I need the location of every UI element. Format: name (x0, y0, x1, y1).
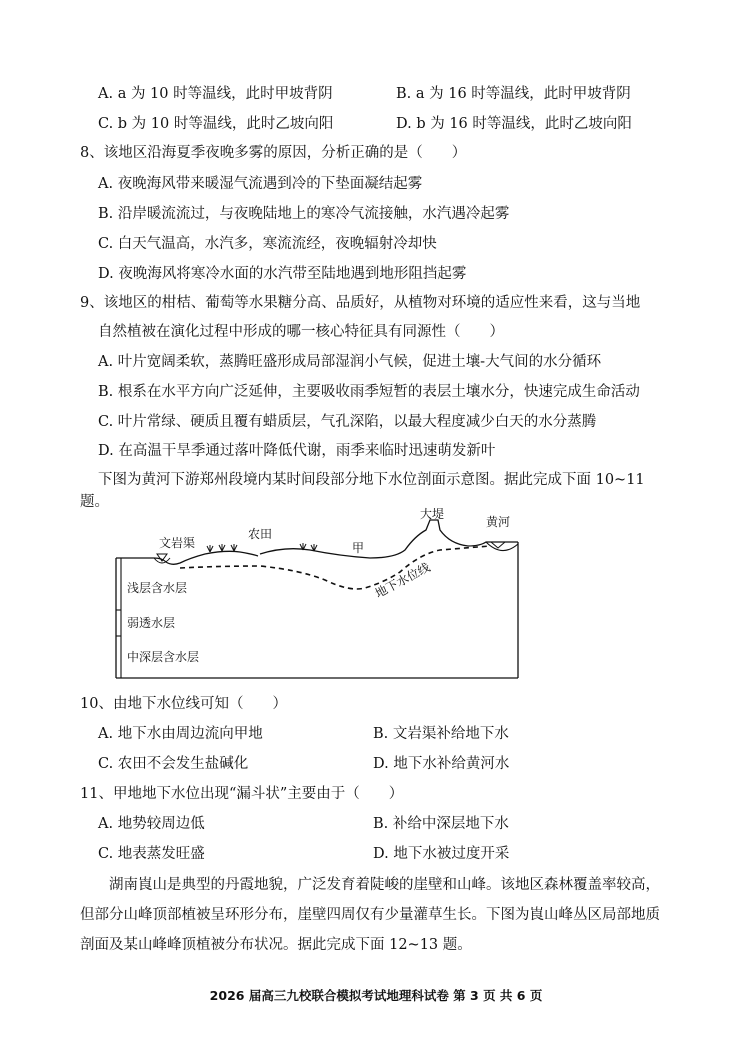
q11-option-b: B. 补给中深层地下水 (373, 816, 509, 832)
q10-option-d: D. 地下水补给黄河水 (373, 756, 510, 772)
ground-surface-right (260, 520, 518, 558)
q9-stem-line1: 9、该地区的柑桔、葡萄等水果糖分高、品质好，从植物对环境的适应性来看，这与当地 (80, 295, 641, 311)
dike-label: 大堤 (420, 507, 445, 521)
q7-option-a: A. a 为 10 时等温线，此时甲坡背阴 (98, 86, 333, 102)
q7-option-c: C. b 为 10 时等温线，此时乙坡向阳 (98, 116, 334, 132)
q10-stem: 10、由地下水位线可知（ ） (80, 696, 287, 712)
q8-option-d: D. 夜晚海风将寒冷水面的水汽带至陆地遇到地形阻挡起雾 (98, 266, 467, 282)
river-channel (486, 542, 518, 551)
q10-option-a: A. 地下水由周边流向甲地 (98, 726, 263, 742)
q7-option-b: B. a 为 16 时等温线，此时甲坡背阴 (396, 86, 631, 102)
river-label: 黄河 (486, 515, 511, 529)
water-table-line (180, 546, 490, 589)
intro-10-11-line2: 题。 (80, 494, 109, 510)
jia-label: 甲 (352, 541, 365, 555)
water-table-label: 地下水位线 (372, 560, 433, 601)
ground-surface-left (116, 551, 258, 564)
q9-stem-line2: 自然植被在演化过程中形成的哪一核心特征具有同源性（ ） (98, 324, 504, 340)
q11-option-c: C. 地表蒸发旺盛 (98, 846, 205, 862)
farmland-label: 农田 (248, 527, 273, 541)
intro-10-11-line1: 下图为黄河下游郑州段境内某时间段部分地下水位剖面示意图。据此完成下面 10~11 (98, 472, 645, 488)
q8-option-a: A. 夜晚海风带来暖湿气流遇到冷的下垫面凝结起雾 (98, 176, 423, 192)
q11-stem: 11、甲地地下水位出现“漏斗状”主要由于（ ） (80, 786, 404, 802)
deep-aquifer-label: 中深层含水层 (127, 650, 200, 664)
q10-option-c: C. 农田不会发生盐碱化 (98, 756, 249, 772)
q8-option-c: C. 白天气温高，水汽多，寒流流经，夜晚辐射冷却快 (98, 236, 437, 252)
q8-option-b: B. 沿岸暖流流过，与夜晚陆地上的寒冷气流接触，水汽遇冷起雾 (98, 206, 510, 222)
groundwater-profile-diagram (110, 506, 530, 681)
q11-option-d: D. 地下水被过度开采 (373, 846, 510, 862)
page-footer: 2026 届高三九校联合模拟考试地理科试卷 第 3 页 共 6 页 (209, 988, 543, 1003)
q10-option-b: B. 文岩渠补给地下水 (373, 726, 509, 742)
q7-option-d: D. b 为 16 时等温线，此时乙坡向阳 (396, 116, 632, 132)
q11-option-a: A. 地势较周边低 (98, 816, 205, 832)
q8-stem: 8、该地区沿海夏季夜晚多雾的原因，分析正确的是（ ） (80, 145, 467, 161)
q9-option-a: A. 叶片宽阔柔软，蒸腾旺盛形成局部湿润小气候，促进土壤-大气间的水分循环 (98, 354, 602, 370)
intro-12-13-paragraph: 湖南崀山是典型的丹霞地貌，广泛发育着陡峻的崖壁和山峰。该地区森林覆盖率较高，但部分山峰顶部植被呈环形分布，崖壁四周仅有少量灌草生长。下图为崀山峰丛区局部地质剖面及某山峰峰顶植被分布状况。据此完成下面 12~13 题。 (80, 877, 660, 953)
shallow-aquifer-label: 浅层含水层 (127, 581, 188, 595)
q9-option-c: C. 叶片常绿、硬质且覆有蜡质层，气孔深陷，以最大程度减少白天的水分蒸腾 (98, 414, 597, 430)
farmland-plant-icons (207, 543, 317, 552)
q9-option-b: B. 根系在水平方向广泛延伸，主要吸收雨季短暂的表层土壤水分，快速完成生命活动 (98, 384, 640, 400)
q9-option-d: D. 在高温干旱季通过落叶降低代谢，雨季来临时迅速萌发新叶 (98, 443, 496, 459)
canal-label: 文岩渠 (159, 536, 196, 550)
aquitard-label: 弱透水层 (127, 616, 176, 630)
